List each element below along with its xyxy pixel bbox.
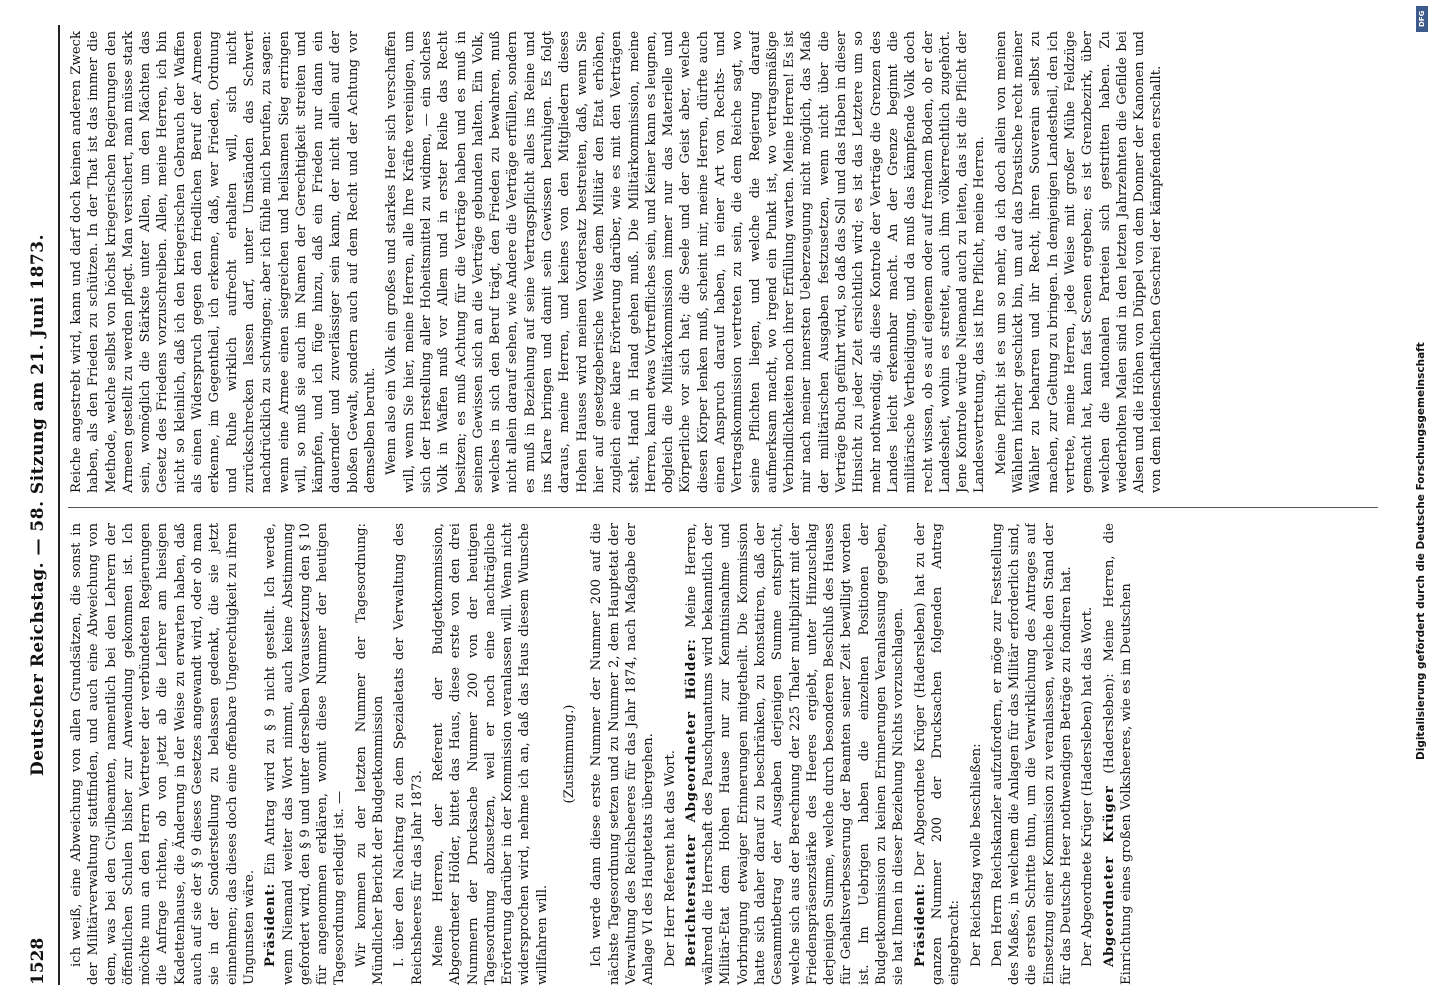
paragraph bbox=[68, 523, 258, 985]
paragraph-text: Der Herr Referent hat das Wort. bbox=[662, 750, 678, 967]
paragraph bbox=[383, 31, 988, 493]
paragraph bbox=[989, 523, 1075, 985]
paragraph bbox=[993, 31, 1166, 493]
page-number: 1528 bbox=[28, 937, 48, 985]
digitization-note: Digitalisierung gefördert durch die Deutsche Forschungsgemeinschaft bbox=[1415, 342, 1427, 760]
side-note-strip bbox=[1415, 0, 1429, 1000]
paragraph bbox=[391, 523, 426, 985]
paragraph-text: Der Abgeordnete Krüger (Hadersleben) hat zu der ganzen Nummer 200 der Drucksachen folgenden Antrag eingebracht: bbox=[912, 523, 963, 985]
paragraph-text: (Hadersleben): Meine Herren, die Einrichtung eines großen Volksheeres, wie es im Deutschen bbox=[1101, 523, 1134, 985]
page-header bbox=[18, 25, 60, 985]
paragraph-text: Meine Herren, der Referent der Budgetkommission, Abgeordneter Hölder, bittet das Haus, diese erste von den drei Nummern der Drucksache Nummer 200 von der heutigen Tagesordnung abzusetzen, weil er noch eine nachträgliche Erörterung darüber in der Kommission veranlassen will. Wenn nicht widersprochen wird, nehme ich an, daß das Haus diesem Wunsche willfahren will. bbox=[430, 523, 550, 985]
paragraph bbox=[353, 523, 388, 985]
paragraph bbox=[262, 523, 348, 985]
paragraph bbox=[912, 523, 964, 985]
paragraph-text: Ein Antrag wird zu § 9 nicht gestellt. Ich werde, wenn Niemand weiter das Wort nimmt, auch keine Abstimmung gefordert wird, den § 9 und unter derselben Voraussetzung den § 10 für angenommen erklären, womit diese Nummer der heutigen Tagesordnung erledigt ist. — bbox=[263, 523, 348, 985]
text-columns bbox=[68, 25, 1378, 985]
left-column bbox=[68, 523, 1378, 985]
paragraph-text: Wir kommen zu der letzten Nummer der Tagesordnung: Mündlicher Bericht der Budgetkommission bbox=[353, 523, 387, 985]
paragraph bbox=[683, 523, 908, 985]
speaker-name: Abgeordneter Krüger bbox=[1101, 785, 1117, 967]
paragraph-text: Meine Pflicht ist es um so mehr, da ich doch allein von meinen Wählern hierher geschickt bin, um auf das Drastische recht meiner Wähler zu beharren und ihr Recht, ihren Souverain selbst zu machen, zur Geltung zu bringen. In demjenigen Landestheil, den ich vertrete, meine Herren, jede Weise mit großer Mühe Feldzüge gemacht hat, kann fast Scenen ergeben; es ist Grenzbezirk, über welchen die nationalen Parteien sich gestritten haben. Zu wiederholten Malen sind in den letzten Jahrzehnten die Gefilde bei Alsen und die Höhen von Düppel von dem Donner der Kanonen und von dem leidenschaftlichen Geschrei der kämpfenden erschallt. bbox=[993, 31, 1165, 493]
speaker-name: Präsident: bbox=[912, 882, 928, 967]
paragraph-text: ich weiß, eine Abweichung von allen Grundsätzen, die sonst in der Militärverwaltung stattfinden, und auch eine Abweichung von dem, was bei den Civilbeamten, namentlich bei den Lehrern der öffentlichen Schulen bisher zur Anwendung gekommen ist. Ich möchte nun an den Herrn Vertreter der verbündeten Regierungen die Anfrage richten, ob von jetzt ab die Lehrer am hiesigen Kadettenhause, die Änderung in der Weise zu erwarten haben, daß auch auf sie der § 9 dieses Gesetzes angewandt wird, oder ob man sie in der Sonderstellung zu belassen gedenkt, die sie jetzt einnehmen; das dieses doch eine offenbare Ungerechtigkeit zu ihren Ungunsten wäre. bbox=[69, 523, 257, 985]
centered-remark bbox=[561, 523, 578, 985]
paragraph bbox=[430, 523, 551, 985]
paragraph-text: Ich werde dann diese erste Nummer der Nummer 200 auf die nächste Tagesordnung setzen und zu Nummer 2, dem Hauptetat der Verwaltung des Reichsheeres für das Jahr 1874, nach Maßgabe der Anlage VI des Hauptetats übergehen. bbox=[589, 523, 657, 985]
paragraph-text: Wenn also ein Volk ein großes und starkes Heer sich verschaffen will, wenn Sie hier, meine Herren, alle Ihre Kräfte vereinigen, um sich der Herstellung aller Hoheitsmittel zu widmen, — ein solches Volk in Waffen muß vor Allem und in erster Reihe das Recht besitzen; es muß Achtung für die Verträge haben und es muß in seinem Gewissen sich an die Verträge gebunden halten. Ein Volk, welches in sich den Beruf trägt, den Frieden zu bewahren, muß nicht allein darauf sehen, wie Andere die Verträge erfüllen, sondern es muß in Beziehung auf seine Vertragspflicht alles ins Reine und ins Klare bringen und damit sein Gewissen beruhigen. Es folgt daraus, meine Herren, und keines von den Mitgliedern dieses Hohen Hauses wird meinen Vordersatz bestreiten, daß, wenn Sie hier auf gesetzgeberische Weise dem Militär den Etat erhöhen, zugleich eine klare Erörterung darüber, wie es mit den Verträgen steht, Hand in Hand gehen muß. Die Militärkommission, meine Herren, kann etwas Vortreffliches sein, und Keiner kann es leugnen, obgleich die Militärkommission immer nur das Materielle und Körperliche vor sich hat; die Seele und der Geist aber, welche diesen Körper lenken muß, scheint mir, meine Herren, dürfte auch einen Anspruch darauf haben, in einer Art von Rechts- und Vertragskommission vertreten zu sein, die dem Reiche sagt, wo seine Pflichten liegen, und welche die Regierung darauf aufmerksam macht, wo irgend ein Punkt ist, wo vertragsmäßige Verbindlichkeiten noch ihrer Erfüllung warten. Meine Herren! Es ist mir nach meiner innersten Ueberzeugung nicht möglich, das Maß der militärischen Ausgaben festzusetzen, wenn nicht über die Verträge Buch geführt wird, so daß das Soll und das Haben in dieser Hinsicht zu jeder Zeit ersichtlich wird; es ist das Letztere um so mehr nothwendig, als diese Kontrole der Verträge die Grenzen des Landes leicht erkennbar macht. An der Grenze beginnt die militärische Vertheidigung, und da muß das kämpfende Volk doch recht wissen, ob es auf eigenem oder auf fremdem Boden, ob er der Landesheit, wohin es streitet, auch ihm völkerrechtlich zugehört. Jene Kontrole würde Niemand auch zu leiten, das ist die Pflicht der Landesvertretung, das ist Ihre Pflicht, meine Herren. bbox=[384, 31, 988, 493]
paragraph-text: Der Abgeordnete Krüger (Hadersleben) hat das Wort. bbox=[1080, 606, 1096, 967]
paragraph bbox=[1101, 523, 1136, 985]
paragraph bbox=[68, 31, 379, 493]
scanned-page bbox=[18, 25, 1383, 985]
speaker-name: Präsident: bbox=[263, 882, 279, 967]
column-divider bbox=[68, 507, 1378, 508]
paragraph-text: Meine Herren, während die Herrschaft des Pauschquantums wird bekanntlich der Militär-Etat dem Hohen Hause nur zur Kenntnisnahme und Vorbringung etwaiger Erinnerungen mitgetheilt. Die Kommission hatte sich daher darauf zu beschränken, zu konstatiren, daß der Gesammtbetrag der Ausgaben derjenigen Summe entspricht, welche sich aus der Berechnung der 225 Thaler multiplizirt mit der Friedenspräsenzstärke des Heeres ergiebt, unter Hinzuschlag derjenigen Summe, welche durch besonderen Beschluß des Hauses für Gehaltsverbesserung der Beamten seiner Zeit bewilligt worden ist. Im Uebrigen haben die einzelnen Positionen der Budgetkommission zu keinen Erinnerungen Veranlassung gegeben, sie hat Ihnen in dieser Beziehung Nichts vorzuschlagen. bbox=[683, 523, 907, 985]
paragraph bbox=[1079, 523, 1096, 985]
paragraph-text: Der Reichstag wolle beschließen: bbox=[968, 743, 984, 967]
paragraph bbox=[662, 523, 679, 985]
paragraph bbox=[588, 523, 657, 985]
paragraph bbox=[968, 523, 985, 985]
page-title: Deutscher Reichstag. — 58. Sitzung am 21. Juni 1873. bbox=[28, 234, 48, 776]
paragraph-text: Reiche angestrebt wird, kann und darf doch keinen anderen Zweck haben, als den Frieden zu schützen. In der That ist das immer die Methode, welche selbst von höchst kriegerischen Regierungen den Armeen gestellt zu werden pflegt. Man versichert, man müsse stark sein, womöglich die Stärkste unter Allen, um den Mächten das Gesetz des Friedens vorzuschreiben. Allen, meine Herren, ich bin nicht so kleinlich, daß ich den kriegerischen Gebrauch der Waffen als einen Widerspruch gegen den friedlichen Beruf der Armeen erkenne, im Gegentheil, ich erkenne, daß, wer Frieden, Ordnung und Ruhe wirklich aufrecht erhalten will, sich nicht zurückschrecken lassen darf, unter Umständen das Schwert nachdrücklich zu schwingen; aber ich fühle mich berufen, zu sagen: wenn eine Armee einen siegreichen und heilsamen Sieg erringen will, so muß sie auch im Namen der Gerechtigkeit streiten und kämpfen, und ich füge hinzu, daß ein Frieden nur dann ein dauernder und zuverlässiger sein kann, der nicht allein auf der bloßen Gewalt, sondern auch auf dem Recht und der Achtung vor demselben beruht. bbox=[69, 31, 379, 493]
right-column bbox=[68, 31, 1378, 493]
paragraph-text: Den Herrn Reichskanzler aufzufordern, er möge zur Feststellung des Maßes, in welchem die Anlagen für das Militär erforderlich sind, die ersten Schritte thun, um die Verwirklichung des Antrages auf Einsetzung einer Kommission zu veranlassen, welche den Stand der für das Deutsche Heer nothwendigen Beträge zu fondiren hat. bbox=[989, 523, 1075, 985]
paragraph-text: I. über den Nachtrag zu dem Spezialetats der Verwaltung des Reichsheeres für das Jahr 1873. bbox=[392, 523, 425, 985]
paragraph-text: (Zustimmung.) bbox=[562, 704, 578, 804]
dfg-logo: DFG bbox=[1416, 6, 1428, 32]
speaker-name: Berichterstatter Abgeordneter Hölder: bbox=[683, 638, 699, 967]
